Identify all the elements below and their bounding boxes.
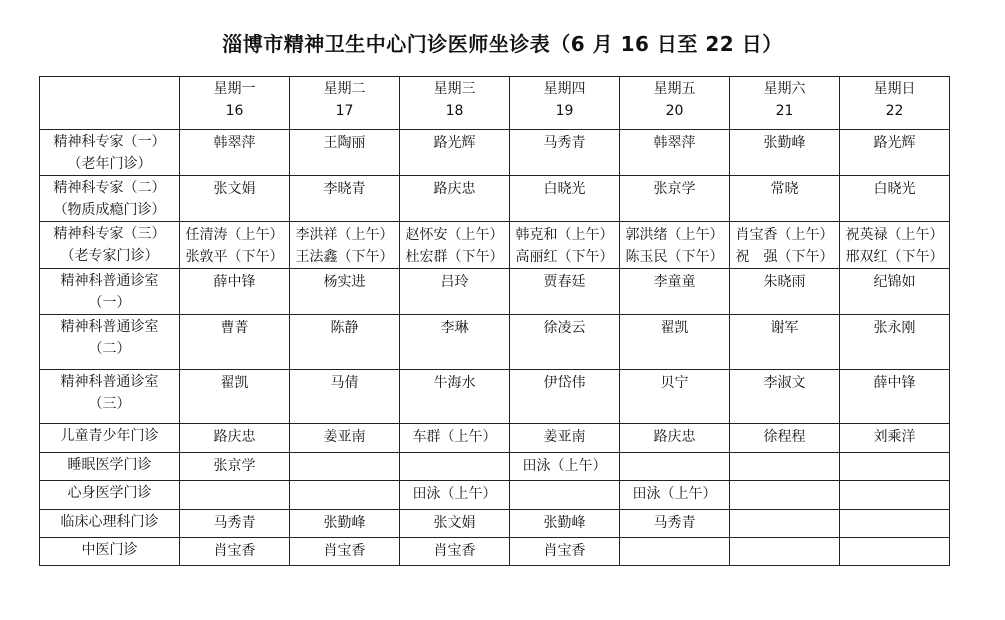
schedule-cell — [180, 424, 290, 453]
schedule-cell — [510, 269, 620, 315]
weekday-label: 星期二 — [323, 81, 366, 97]
doctor-name: 张敦平（下午） — [185, 249, 284, 265]
doctor-name: 徐程程 — [763, 429, 806, 445]
corner-cell — [40, 77, 180, 130]
department-label: 睡眠医学门诊 — [67, 457, 152, 473]
schedule-cell — [290, 370, 400, 424]
doctor-name: 伊岱伟 — [543, 375, 586, 391]
schedule-cell — [840, 222, 950, 269]
doctor-name: 韩翠萍 — [213, 135, 256, 151]
schedule-cell — [730, 370, 840, 424]
doctor-name: 贾春廷 — [543, 274, 586, 290]
doctor-name: 马秀青 — [543, 135, 586, 151]
schedule-cell — [840, 453, 950, 481]
doctor-name: 刘乘洋 — [873, 429, 916, 445]
doctor-name: 白晓光 — [873, 181, 916, 197]
schedule-cell — [730, 269, 840, 315]
schedule-cell — [510, 424, 620, 453]
doctor-name: 韩克和（上午） — [515, 227, 614, 243]
doctor-name: 牛海水 — [433, 375, 476, 391]
schedule-cell — [840, 510, 950, 538]
doctor-name: 肖宝香 — [433, 543, 476, 559]
schedule-cell — [730, 453, 840, 481]
doctor-name: 张勤峰 — [323, 515, 366, 531]
doctor-name: 张京学 — [213, 458, 256, 474]
schedule-cell — [620, 424, 730, 453]
department-label: 中医门诊 — [81, 542, 138, 558]
weekday-label: 星期五 — [653, 81, 696, 97]
department-label: 精神科普通诊室 — [60, 319, 159, 335]
department-label: （老专家门诊） — [60, 248, 159, 264]
doctor-name: 郭洪绪（上午） — [625, 227, 724, 243]
schedule-cell — [400, 370, 510, 424]
schedule-cell — [620, 538, 730, 566]
doctor-name: 车群（上午） — [412, 429, 497, 445]
doctor-name: 马秀青 — [213, 515, 256, 531]
schedule-cell — [290, 453, 400, 481]
table-row — [40, 481, 950, 510]
doctor-name: 翟凯 — [220, 375, 249, 391]
table-row — [40, 176, 950, 222]
table-row — [40, 424, 950, 453]
schedule-cell — [620, 269, 730, 315]
doctor-name: 田泳（上午） — [522, 458, 607, 474]
doctor-name: 祝 强（下午） — [735, 249, 834, 265]
department-label: 精神科普通诊室 — [60, 374, 159, 390]
doctor-name: 徐凌云 — [543, 320, 586, 336]
schedule-cell — [840, 538, 950, 566]
department-label: （老年门诊） — [67, 156, 152, 172]
weekday-label: 星期一 — [213, 81, 256, 97]
day-header — [290, 77, 400, 130]
schedule-cell — [290, 424, 400, 453]
doctor-name: 曹菁 — [220, 320, 249, 336]
day-header — [400, 77, 510, 130]
date-label: 16 — [225, 103, 244, 119]
schedule-cell — [290, 538, 400, 566]
doctor-name: 路光辉 — [433, 135, 476, 151]
table-row — [40, 510, 950, 538]
page-title: 淄博市精神卫生中心门诊医师坐诊表（6 月 16 日至 22 日） — [222, 32, 783, 56]
schedule-cell — [510, 315, 620, 370]
schedule-cell — [290, 481, 400, 510]
date-label: 19 — [555, 103, 574, 119]
doctor-name: 赵怀安（上午） — [405, 227, 504, 243]
schedule-cell — [620, 176, 730, 222]
schedule-cell — [730, 315, 840, 370]
department-label: 精神科专家（二） — [53, 180, 166, 196]
schedule-cell — [510, 538, 620, 566]
schedule-cell — [290, 130, 400, 176]
schedule-cell — [730, 176, 840, 222]
schedule-body — [40, 130, 950, 566]
doctor-name: 田泳（上午） — [632, 486, 717, 502]
doctor-name: 王陶丽 — [323, 135, 366, 151]
schedule-cell — [400, 222, 510, 269]
schedule-cell — [730, 481, 840, 510]
department-label: （二） — [88, 341, 131, 357]
schedule-cell — [620, 130, 730, 176]
doctor-name: 姜亚南 — [323, 429, 366, 445]
doctor-name: 张永刚 — [873, 320, 916, 336]
schedule-cell — [840, 481, 950, 510]
doctor-name: 贝宁 — [660, 375, 689, 391]
department-label: （三） — [88, 396, 131, 412]
doctor-name: 薛中锋 — [213, 274, 256, 290]
doctor-name: 张文娟 — [213, 181, 256, 197]
doctor-name: 高丽红（下午） — [515, 249, 614, 265]
doctor-name: 田泳（上午） — [412, 486, 497, 502]
schedule-cell — [840, 370, 950, 424]
doctor-name: 杨实进 — [323, 274, 366, 290]
doctor-name: 王法鑫（下午） — [295, 249, 394, 265]
department-cell — [40, 315, 180, 370]
doctor-name: 杜宏群（下午） — [405, 249, 504, 265]
date-label: 21 — [775, 103, 794, 119]
schedule-cell — [510, 222, 620, 269]
department-label: （物质成瘾门诊） — [53, 202, 166, 218]
schedule-cell — [510, 176, 620, 222]
schedule-cell — [400, 510, 510, 538]
date-label: 18 — [445, 103, 464, 119]
day-header — [730, 77, 840, 130]
doctor-name: 陈玉民（下午） — [625, 249, 724, 265]
schedule-cell — [620, 481, 730, 510]
schedule-cell — [290, 269, 400, 315]
doctor-name: 白晓光 — [543, 181, 586, 197]
schedule-cell — [730, 510, 840, 538]
schedule-cell — [180, 481, 290, 510]
doctor-name: 纪锦如 — [873, 274, 916, 290]
doctor-name: 朱晓雨 — [763, 274, 806, 290]
department-label: 心身医学门诊 — [67, 485, 152, 501]
doctor-name: 邢双红（下午） — [845, 249, 944, 265]
schedule-cell — [730, 538, 840, 566]
doctor-name: 张勤峰 — [763, 135, 806, 151]
schedule-cell — [180, 176, 290, 222]
schedule-cell — [510, 370, 620, 424]
schedule-cell — [510, 453, 620, 481]
doctor-name: 李淑文 — [763, 375, 806, 391]
doctor-name: 李洪祥（上午） — [295, 227, 394, 243]
day-header — [840, 77, 950, 130]
department-cell — [40, 176, 180, 222]
weekday-label: 星期六 — [763, 81, 806, 97]
schedule-cell — [400, 269, 510, 315]
schedule-cell — [400, 424, 510, 453]
department-cell — [40, 130, 180, 176]
table-row — [40, 538, 950, 566]
department-label: 精神科普通诊室 — [60, 273, 159, 289]
schedule-cell — [840, 315, 950, 370]
schedule-cell — [180, 538, 290, 566]
weekday-label: 星期四 — [543, 81, 586, 97]
schedule-cell — [400, 315, 510, 370]
department-label: 精神科专家（三） — [53, 226, 166, 242]
weekday-label: 星期三 — [433, 81, 476, 97]
doctor-name: 张勤峰 — [543, 515, 586, 531]
doctor-name: 翟凯 — [660, 320, 689, 336]
date-label: 20 — [665, 103, 684, 119]
schedule-cell — [510, 130, 620, 176]
department-cell — [40, 453, 180, 481]
doctor-name: 马秀青 — [653, 515, 696, 531]
schedule-cell — [180, 222, 290, 269]
doctor-name: 薛中锋 — [873, 375, 916, 391]
day-header — [510, 77, 620, 130]
doctor-name: 姜亚南 — [543, 429, 586, 445]
doctor-name: 张文娟 — [433, 515, 476, 531]
department-label: 临床心理科门诊 — [60, 514, 159, 530]
schedule-cell — [180, 510, 290, 538]
schedule-cell — [290, 176, 400, 222]
table-row — [40, 222, 950, 269]
schedule-cell — [400, 538, 510, 566]
doctor-name: 祝英禄（上午） — [845, 227, 944, 243]
doctor-name: 路庆忠 — [213, 429, 256, 445]
doctor-name: 路光辉 — [873, 135, 916, 151]
doctor-name: 张京学 — [653, 181, 696, 197]
department-cell — [40, 510, 180, 538]
schedule-cell — [840, 269, 950, 315]
department-cell — [40, 481, 180, 510]
doctor-name: 肖宝香 — [213, 543, 256, 559]
schedule-cell — [620, 222, 730, 269]
day-header — [180, 77, 290, 130]
doctor-name: 常晓 — [770, 181, 799, 197]
schedule-cell — [180, 130, 290, 176]
doctor-name: 马倩 — [330, 375, 359, 391]
schedule-cell — [400, 176, 510, 222]
department-cell — [40, 370, 180, 424]
schedule-cell — [730, 222, 840, 269]
department-cell — [40, 269, 180, 315]
schedule-cell — [840, 130, 950, 176]
doctor-name: 肖宝香（上午） — [735, 227, 834, 243]
schedule-cell — [400, 481, 510, 510]
schedule-cell — [620, 315, 730, 370]
schedule-cell — [730, 424, 840, 453]
schedule-cell — [400, 130, 510, 176]
table-row — [40, 130, 950, 176]
schedule-cell — [180, 370, 290, 424]
doctor-name: 李童童 — [653, 274, 696, 290]
schedule-cell — [620, 510, 730, 538]
schedule-cell — [180, 269, 290, 315]
day-header — [620, 77, 730, 130]
schedule-cell — [510, 510, 620, 538]
department-label: （一） — [88, 295, 131, 311]
schedule-cell — [620, 370, 730, 424]
schedule-cell — [290, 222, 400, 269]
table-row — [40, 453, 950, 481]
date-label: 17 — [335, 103, 354, 119]
department-label: 精神科专家（一） — [53, 134, 166, 150]
doctor-name: 李晓青 — [323, 181, 366, 197]
doctor-name: 韩翠萍 — [653, 135, 696, 151]
doctor-name: 肖宝香 — [543, 543, 586, 559]
doctor-name: 陈静 — [330, 320, 359, 336]
doctor-name: 吕玲 — [440, 274, 469, 290]
schedule-cell — [510, 481, 620, 510]
schedule-cell — [180, 315, 290, 370]
schedule-cell — [290, 315, 400, 370]
department-cell — [40, 222, 180, 269]
doctor-name: 路庆忠 — [653, 429, 696, 445]
doctor-name: 路庆忠 — [433, 181, 476, 197]
department-cell — [40, 424, 180, 453]
header-row — [40, 77, 950, 130]
department-cell — [40, 538, 180, 566]
table-row — [40, 370, 950, 424]
schedule-cell — [400, 453, 510, 481]
schedule-cell — [840, 176, 950, 222]
doctor-name: 肖宝香 — [323, 543, 366, 559]
schedule-cell — [290, 510, 400, 538]
table-row — [40, 315, 950, 370]
date-label: 22 — [885, 103, 904, 119]
schedule-cell — [620, 453, 730, 481]
schedule-table — [39, 76, 950, 566]
doctor-name: 任清涛（上午） — [185, 227, 284, 243]
department-label: 儿童青少年门诊 — [60, 428, 159, 444]
weekday-label: 星期日 — [873, 81, 916, 97]
schedule-cell — [840, 424, 950, 453]
schedule-cell — [730, 130, 840, 176]
doctor-name: 李琳 — [440, 320, 469, 336]
doctor-name: 谢军 — [770, 320, 799, 336]
schedule-cell — [180, 453, 290, 481]
table-row — [40, 269, 950, 315]
